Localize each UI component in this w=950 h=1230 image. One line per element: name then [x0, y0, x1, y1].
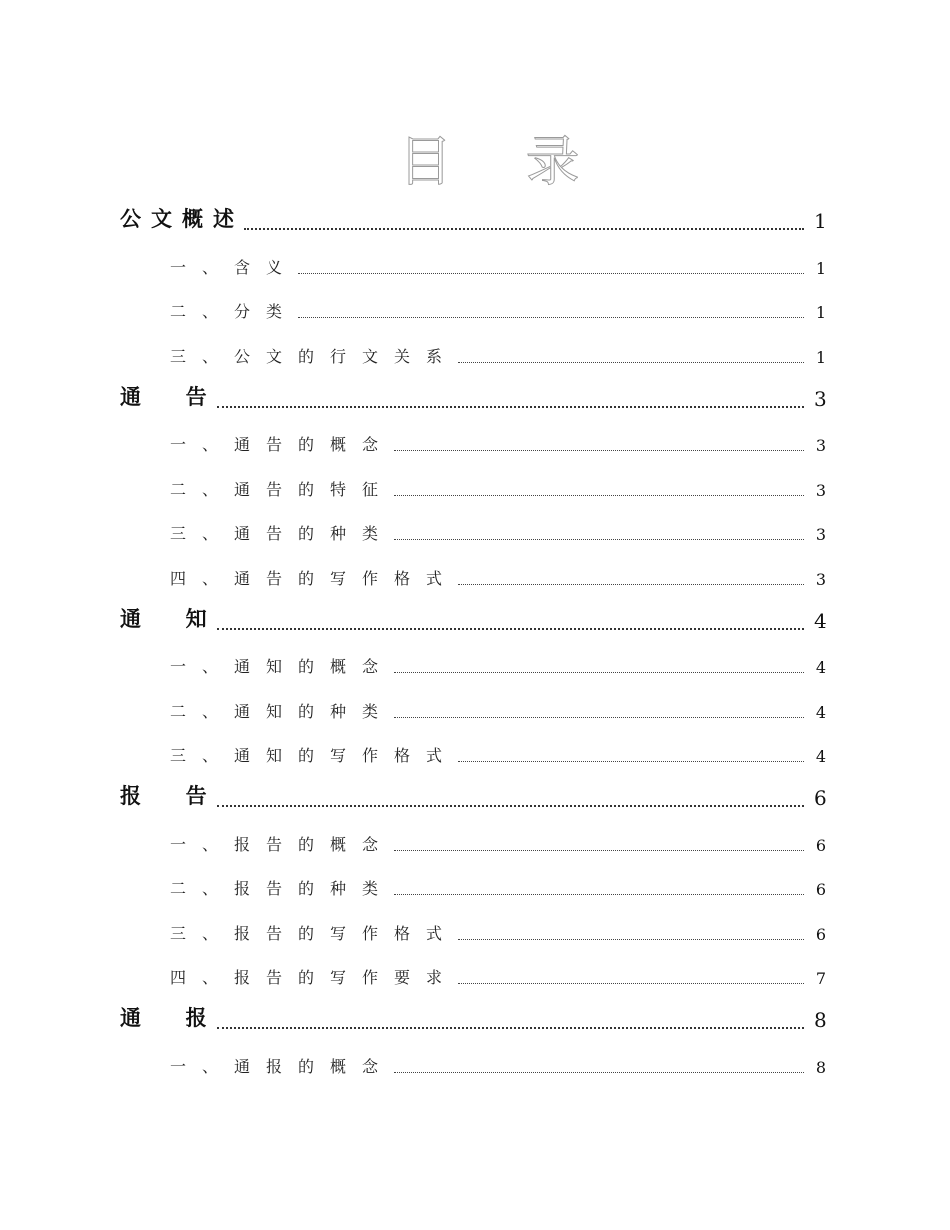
dot-leader: [217, 628, 804, 630]
toc-page-number: 3: [815, 569, 826, 589]
toc-chapter-entry[interactable]: [120, 775, 830, 819]
toc-chapter-entry[interactable]: [120, 376, 830, 420]
dot-leader: [217, 406, 804, 408]
toc-section-entry[interactable]: [120, 686, 830, 731]
dot-leader: [458, 584, 804, 585]
toc-section-entry[interactable]: [120, 553, 830, 598]
toc-page-number: 4: [814, 608, 827, 633]
toc-chapter-entry[interactable]: [120, 598, 830, 642]
toc-page-number: 8: [814, 1008, 827, 1032]
toc-section-title: 四、报告的写作要求: [170, 968, 459, 987]
toc-section-entry[interactable]: [120, 331, 830, 376]
toc-chapter-title: 通 报: [120, 1005, 217, 1030]
toc-page-number: 4: [815, 747, 826, 766]
toc-page-number: 1: [815, 303, 826, 322]
dot-leader: [394, 539, 804, 540]
toc-page-number: 3: [815, 436, 826, 455]
dot-leader: [394, 717, 804, 718]
dot-leader: [394, 495, 804, 496]
toc-section-title: 一、通报的概念: [170, 1056, 395, 1076]
toc-chapter-entry[interactable]: [120, 198, 830, 242]
toc-section-title: 三、报告的写作格式: [170, 923, 459, 943]
dot-leader: [394, 450, 804, 451]
toc-chapter-title: 通 告: [120, 383, 217, 409]
toc-section-entry[interactable]: [120, 819, 830, 864]
toc-page-number: 6: [814, 786, 827, 810]
toc-section-entry[interactable]: [120, 864, 830, 909]
toc-section-title: 三、公文的行文关系: [170, 346, 459, 366]
toc-section-title: 三、通告的种类: [170, 524, 395, 543]
toc-chapter-title: 报 告: [120, 783, 217, 808]
toc-title: 目 录: [398, 130, 608, 193]
toc-section-entry[interactable]: [120, 642, 830, 687]
toc-section-title: 一、通告的概念: [170, 435, 395, 454]
toc-section-entry[interactable]: [120, 908, 830, 953]
toc-section-title: 二、通知的种类: [170, 701, 395, 721]
toc-page-number: 4: [815, 702, 826, 722]
dot-leader: [244, 228, 804, 230]
toc-section-entry[interactable]: [120, 420, 830, 465]
toc-page-number: 6: [815, 924, 826, 944]
dot-leader: [458, 362, 804, 363]
toc-page-number: 3: [815, 480, 826, 500]
dot-leader: [217, 805, 804, 807]
toc-page-number: 7: [815, 969, 826, 988]
dot-leader: [394, 894, 804, 895]
toc-section-entry[interactable]: [120, 287, 830, 332]
toc-section-title: 二、报告的种类: [170, 879, 395, 898]
toc-section-title: 三、通知的写作格式: [170, 746, 459, 765]
toc-section-title: 一、报告的概念: [170, 834, 395, 854]
toc-section-entry[interactable]: [120, 509, 830, 554]
table-of-contents: [120, 198, 830, 1086]
toc-section-entry[interactable]: [120, 731, 830, 776]
toc-section-title: 一、通知的概念: [170, 657, 395, 676]
dot-leader: [458, 761, 804, 762]
toc-page-number: 4: [815, 658, 826, 677]
toc-section-title: 一、含义: [170, 257, 299, 277]
toc-section-entry[interactable]: [120, 953, 830, 998]
toc-section-title: 二、通告的特征: [170, 479, 395, 499]
dot-leader: [298, 317, 804, 318]
toc-page-number: 6: [815, 880, 826, 899]
toc-chapter-title: 公文概述: [120, 206, 244, 231]
dot-leader: [394, 672, 804, 673]
toc-section-entry[interactable]: [120, 1041, 830, 1086]
dot-leader: [458, 939, 804, 940]
dot-leader: [394, 1072, 804, 1073]
toc-chapter-title: 通 知: [120, 605, 217, 631]
toc-page-number: 1: [815, 347, 826, 367]
toc-section-title: 四、通告的写作格式: [170, 568, 459, 588]
toc-page-number: 1: [814, 209, 827, 233]
dot-leader: [394, 850, 804, 851]
toc-section-title: 二、分类: [170, 302, 299, 321]
toc-chapter-entry[interactable]: [120, 997, 830, 1041]
toc-page-number: 8: [815, 1057, 826, 1077]
dot-leader: [298, 273, 804, 274]
toc-section-entry[interactable]: [120, 464, 830, 509]
toc-page-number: 3: [815, 525, 826, 544]
toc-section-entry[interactable]: [120, 242, 830, 287]
dot-leader: [217, 1027, 804, 1029]
toc-page-number: 1: [815, 258, 826, 278]
toc-page-number: 6: [815, 835, 826, 855]
dot-leader: [458, 983, 804, 984]
toc-page-number: 3: [814, 386, 827, 411]
